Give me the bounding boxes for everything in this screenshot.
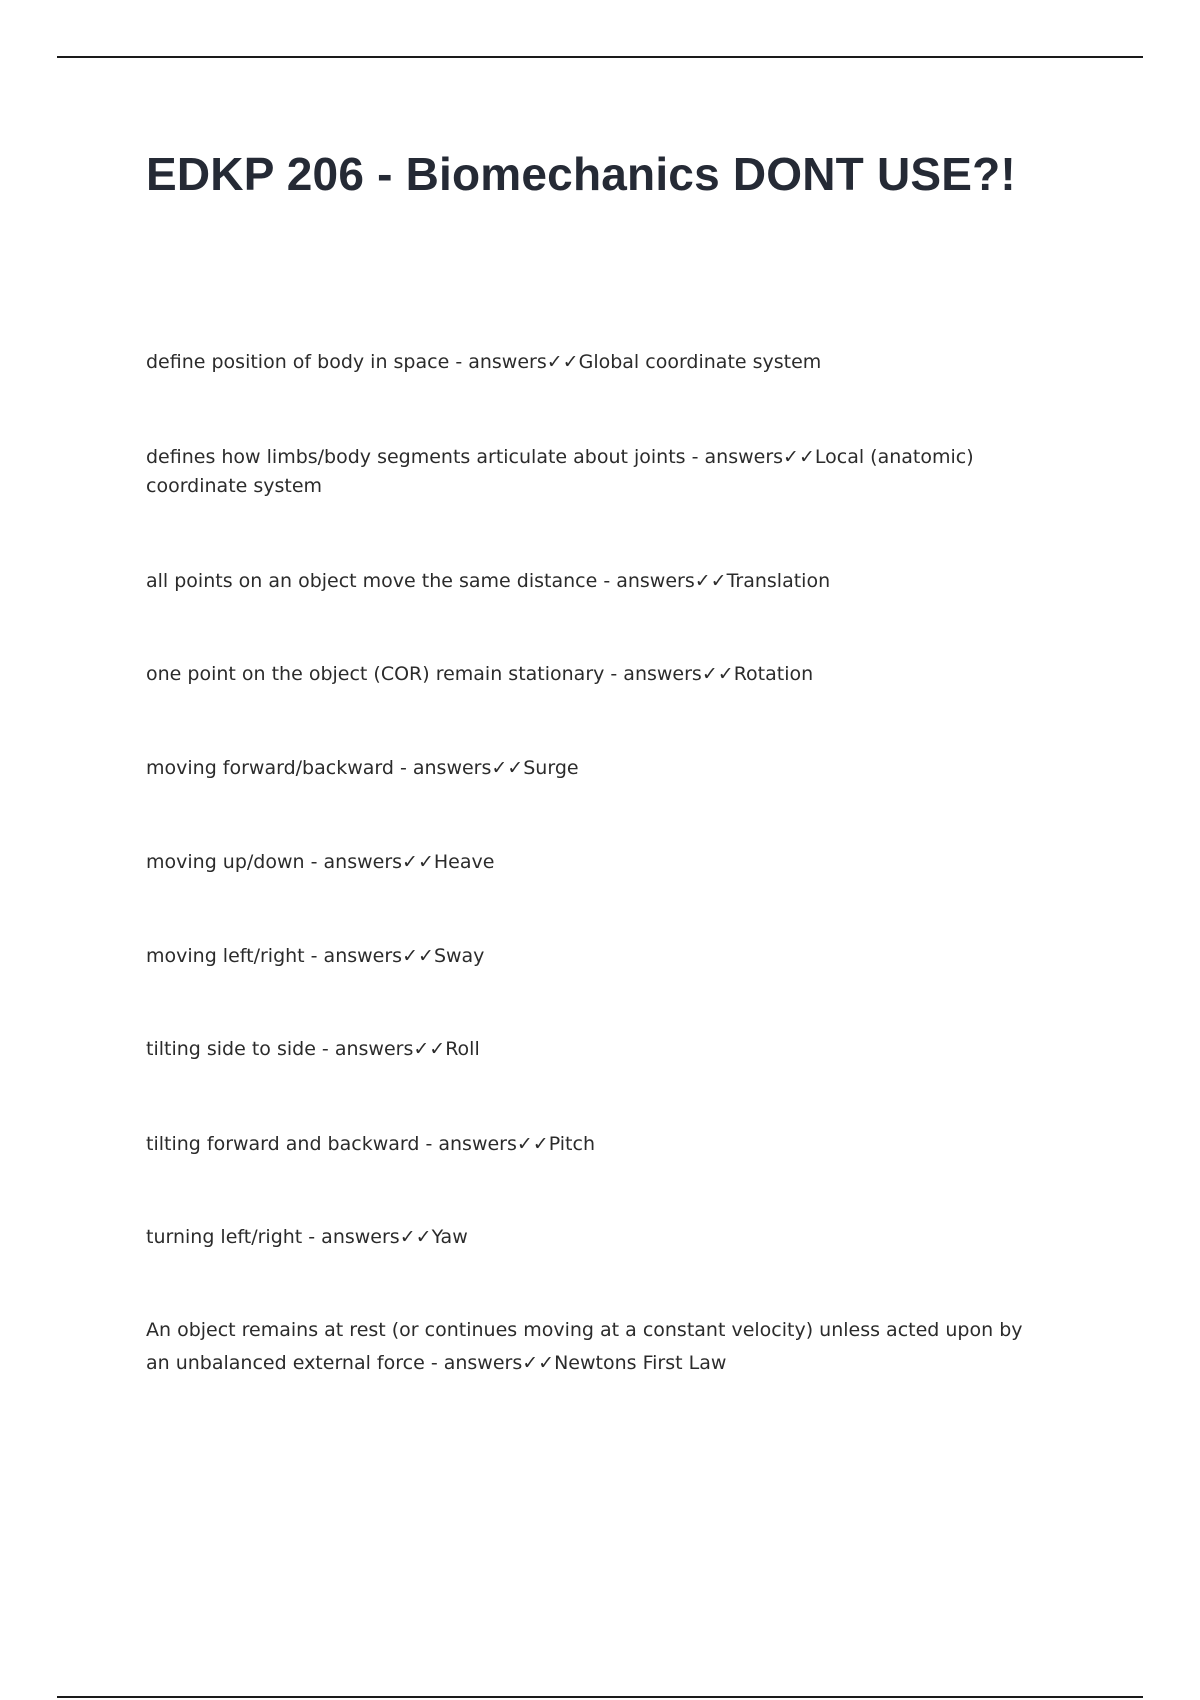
- answer-separator: - answers: [449, 351, 547, 373]
- answer-separator: - answers: [302, 1226, 400, 1248]
- question-text: moving left/right: [146, 945, 305, 967]
- answer-text: Local (anatomic) coordinate system: [146, 446, 974, 497]
- answer-separator: - answers: [604, 663, 702, 685]
- check-icon: ✓✓: [402, 851, 434, 873]
- qa-item: [146, 754, 1046, 783]
- check-icon: ✓✓: [694, 570, 727, 592]
- qa-item: [146, 660, 1046, 689]
- answer-text: Rotation: [733, 663, 814, 685]
- question-text: define position of body in space: [146, 351, 450, 373]
- answer-text: Pitch: [548, 1133, 595, 1155]
- check-icon: ✓✓: [522, 1352, 555, 1374]
- bottom-divider: [57, 1696, 1143, 1698]
- answer-separator: - answers: [424, 1352, 523, 1374]
- answer-separator: - answers: [304, 851, 403, 873]
- answer-text: Global coordinate system: [578, 351, 822, 373]
- check-icon: ✓✓: [783, 446, 815, 468]
- answer-text: Heave: [433, 851, 495, 873]
- top-divider: [57, 56, 1143, 58]
- answer-text: Newtons First Law: [554, 1352, 727, 1374]
- check-icon: ✓✓: [402, 945, 434, 967]
- answer-separator: - answers: [393, 757, 492, 779]
- qa-item: [146, 348, 1046, 377]
- question-text: one point on the object (COR) remain stationary: [146, 663, 605, 685]
- qa-item: [146, 848, 1046, 877]
- qa-item: [146, 942, 1046, 971]
- qa-item: [146, 1130, 1046, 1159]
- qa-item: [146, 1314, 1046, 1380]
- answer-text: Surge: [523, 757, 579, 779]
- check-icon: ✓✓: [546, 351, 579, 373]
- answer-separator: - answers: [597, 570, 695, 592]
- qa-item: [146, 1223, 1046, 1252]
- check-icon: ✓✓: [701, 663, 734, 685]
- question-text: defines how limbs/body segments articulate about joints: [146, 446, 686, 468]
- question-text: turning left/right: [146, 1226, 303, 1248]
- question-text: tilting side to side: [146, 1038, 316, 1060]
- check-icon: ✓✓: [491, 757, 524, 779]
- qa-item: [146, 567, 1046, 596]
- answer-text: Yaw: [431, 1226, 468, 1248]
- answer-separator: - answers: [315, 1038, 414, 1060]
- question-text: tilting forward and backward: [146, 1133, 420, 1155]
- answer-text: Roll: [445, 1038, 480, 1060]
- question-text: moving forward/backward: [146, 757, 394, 779]
- qa-item: [146, 443, 1046, 501]
- check-icon: ✓✓: [399, 1226, 432, 1248]
- check-icon: ✓✓: [516, 1133, 549, 1155]
- question-text: all points on an object move the same distance: [146, 570, 598, 592]
- document-title: EDKP 206 - Biomechanics DONT USE?!: [146, 148, 1016, 200]
- answer-separator: - answers: [685, 446, 784, 468]
- qa-item: [146, 1035, 1046, 1064]
- check-icon: ✓✓: [413, 1038, 446, 1060]
- answer-separator: - answers: [419, 1133, 517, 1155]
- answer-separator: - answers: [304, 945, 403, 967]
- answer-text: Translation: [726, 570, 831, 592]
- answer-text: Sway: [433, 945, 485, 967]
- question-text: moving up/down: [146, 851, 305, 873]
- question-text: An object remains at rest (or continues moving at a constant velocity) unless acted upon by an unbalanced external force: [146, 1319, 1023, 1374]
